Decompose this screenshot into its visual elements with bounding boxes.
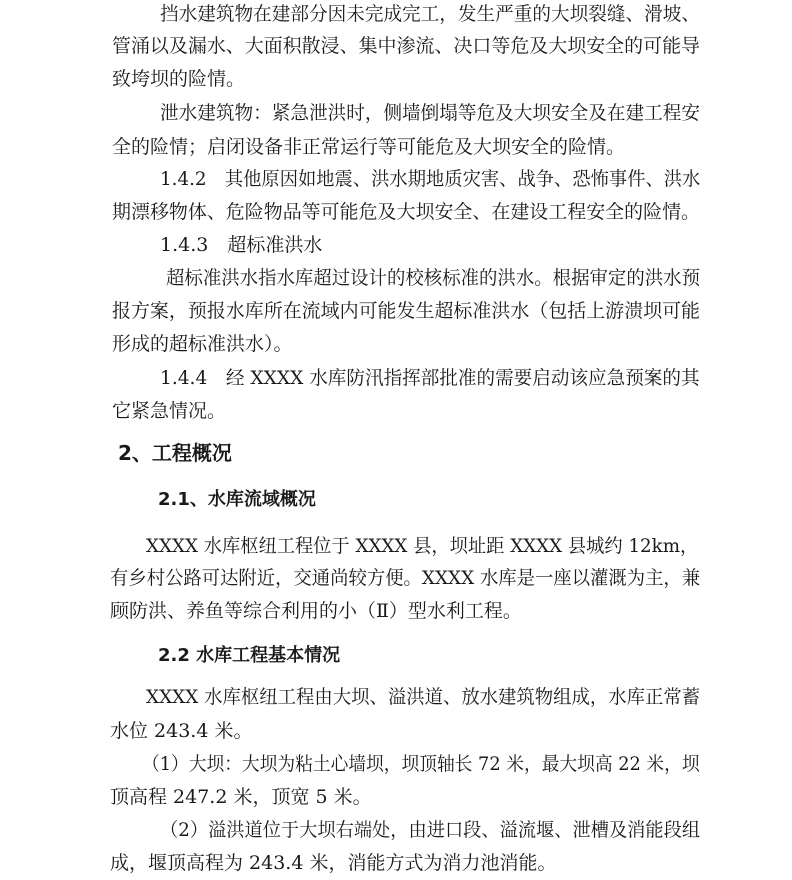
text-line: 全的险情；启闭设备非正常运行等可能危及大坝安全的险情。 (112, 136, 626, 158)
text-line: 它紧急情况。 (112, 400, 227, 422)
text-line: 泄水建筑物：紧急泄洪时，侧墙倒塌等危及大坝安全及在建工程安 (160, 102, 700, 124)
text-line: 顾防洪、养鱼等综合利用的小（Ⅱ）型水利工程。 (110, 600, 522, 622)
text-line: 有乡村公路可达附近，交通尚较方便。XXXX 水库是一座以灌溉为主，兼 (110, 567, 701, 589)
text-line: 超标准洪水指水库超过设计的校核标准的洪水。根据审定的洪水预 (166, 267, 700, 289)
text-line: 形成的超标准洪水）。 (112, 333, 293, 355)
text-line: 成，堰顶高程为 243.4 米，消能方式为消力池消能。 (110, 852, 557, 874)
text-line: 致垮坝的险情。 (112, 68, 246, 90)
text-line: XXXX 水库枢纽工程位于 XXXX 县，坝址距 XXXX 县城约 12km， (146, 535, 699, 557)
text-line: 挡水建筑物在建部分因未完成完工，发生严重的大坝裂缝、滑坡、 (160, 3, 700, 25)
section-heading: 2、工程概况 (118, 441, 232, 465)
text-line: XXXX 水库枢纽工程由大坝、溢洪道、放水建筑物组成，水库正常蓄 (146, 686, 701, 708)
text-line: 1.4.3 超标准洪水 (160, 234, 323, 256)
text-line: 1.4.4 经 XXXX 水库防汛指挥部批准的需要启动该应急预案的其 (160, 367, 700, 389)
text-line: （2）溢洪道位于大坝右端处，由进口段、溢流堰、泄槽及消能段组 (160, 819, 701, 841)
text-line: 1.4.2 其他原因如地震、洪水期地质灾害、战争、恐怖事件、洪水 (160, 168, 701, 190)
text-line: 管涌以及漏水、大面积散浸、集中渗流、决口等危及大坝安全的可能导 (112, 35, 701, 57)
text-line: 报方案，预报水库所在流域内可能发生超标准洪水（包括上游溃坝可能 (112, 300, 701, 322)
text-line: 顶高程 247.2 米，顶宽 5 米。 (110, 786, 372, 808)
subsection-heading: 2.1、水库流域概况 (158, 489, 316, 510)
text-line: 水位 243.4 米。 (110, 720, 253, 742)
text-line: （1）大坝：大坝为粘土心墙坝，坝顶轴长 72 米，最大坝高 22 米，坝 (142, 753, 700, 775)
subsection-heading: 2.2 水库工程基本情况 (158, 645, 341, 666)
text-line: 期漂移物体、危险物品等可能危及大坝安全、在建设工程安全的险情。 (112, 201, 701, 223)
